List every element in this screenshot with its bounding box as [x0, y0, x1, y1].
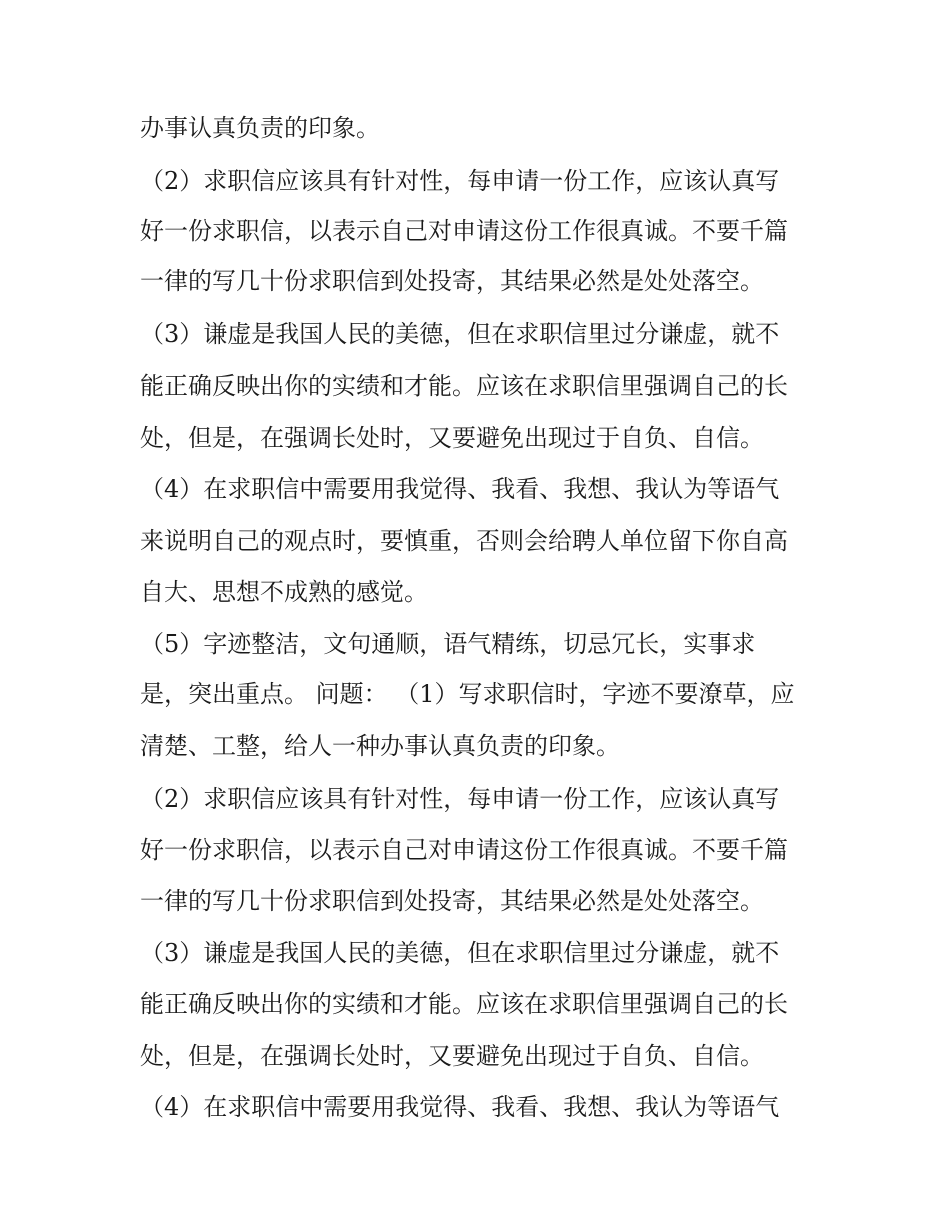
text-line: （3）谦虚是我国人民的美德，但在求职信里过分谦虚，就不 [140, 939, 780, 967]
text-line: （2）求职信应该具有针对性，每申请一份工作，应该认真写 [140, 785, 780, 813]
text-line: 一律的写几十份求职信到处投寄，其结果必然是处处落空。 [140, 887, 764, 915]
text-line: 一律的写几十份求职信到处投寄，其结果必然是处处落空。 [140, 267, 764, 295]
text-line: 清楚、工整，给人一种办事认真负责的印象。 [140, 732, 620, 760]
text-line: 来说明自己的观点时，要慎重，否则会给聘人单位留下你自高 [140, 527, 788, 555]
text-line: 处，但是，在强调长处时，又要避免出现过于自负、自信。 [140, 1042, 764, 1070]
text-line: （3）谦虚是我国人民的美德，但在求职信里过分谦虚，就不 [140, 320, 780, 348]
text-line: （2）求职信应该具有针对性，每申请一份工作，应该认真写 [140, 167, 780, 195]
text-line: 处，但是，在强调长处时，又要避免出现过于自负、自信。 [140, 424, 764, 452]
text-line: 办事认真负责的印象。 [140, 114, 380, 142]
text-line: （4）在求职信中需要用我觉得、我看、我想、我认为等语气 [140, 1093, 780, 1121]
text-line: （4）在求职信中需要用我觉得、我看、我想、我认为等语气 [140, 475, 780, 503]
text-line: 是，突出重点。 问题： （1）写求职信时，字迹不要潦草，应 [140, 680, 795, 708]
text-line: 好一份求职信，以表示自己对申请这份工作很真诚。不要千篇 [140, 836, 788, 864]
text-line: 能正确反映出你的实绩和才能。应该在求职信里强调自己的长 [140, 990, 788, 1018]
text-line: 好一份求职信，以表示自己对申请这份工作很真诚。不要千篇 [140, 217, 788, 245]
text-line: （5）字迹整洁，文句通顺，语气精练，切忌冗长，实事求 [140, 630, 756, 658]
text-line: 能正确反映出你的实绩和才能。应该在求职信里强调自己的长 [140, 372, 788, 400]
text-line: 自大、思想不成熟的感觉。 [140, 578, 428, 606]
